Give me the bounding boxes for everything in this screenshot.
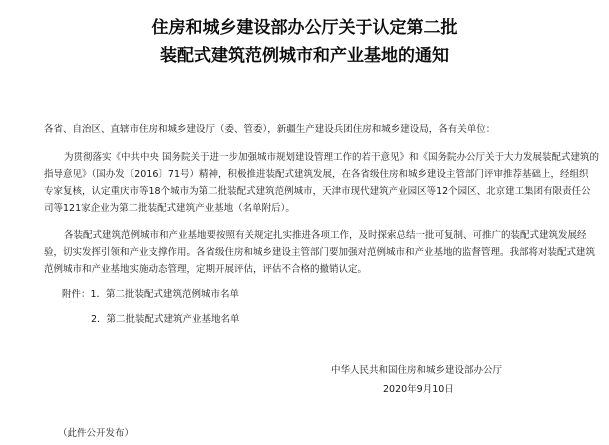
title-line-2: 装配式建筑范例城市和产业基地的通知 [160,46,449,66]
issuer: 中华人民共和国住房和城乡建设部办公厅 [331,365,503,376]
attachment-1: 附件：1．第二批装配式建筑范例城市名单 [62,289,240,300]
paragraph-1-line-1: 为贯彻落实《中共中央 国务院关于进一步加强城市规划建设管理工作的若干意见》和《国务院办公厅关于大力发展装配式建筑的 [64,152,600,163]
paragraph-2-line-1: 各装配式建筑范例城市和产业基地要按照有关规定扎实推进各项工作，及时探索总结一批可复制、可推广的装配式建筑发展经 [64,230,587,241]
paragraph-1-line-4: 司等121家企业为第二批装配式建筑产业基地（名单附后）。 [44,203,295,214]
issue-date: 2020年9月10日 [383,384,454,395]
attachment-2: 2．第二批装配式建筑产业基地名单 [91,314,240,325]
paragraph-1-line-3: 专家复核，认定重庆市等18个城市为第二批装配式建筑范例城市，天津市现代建筑产业园区等12个园区、北京建工集团有限责任公 [44,186,591,197]
paragraph-2-line-3: 范例城市和产业基地实施动态管理，定期开展评估，评估不合格的撤销认定。 [44,264,368,275]
publication-note: （此件公开发布） [58,428,135,439]
paragraph-1-line-2: 指导意见》（国办发〔2016〕71号）精神，积极推进装配式建筑发展，在各省级住房和城乡建设主管部门评审推荐基础上，经组织 [44,169,589,180]
salutation: 各省、自治区、直辖市住房和城乡建设厅（委、管委），新疆生产建设兵团住房和城乡建设局，各有关单位： [44,124,496,135]
paragraph-2-line-2: 验，切实发挥引领和产业支撑作用。各省级住房和城乡建设主管部门要加强对范例城市和产业基地的监督管理。我部将对装配式建筑 [44,247,596,258]
title-line-1: 住房和城乡建设部办公厅关于认定第二批 [151,18,458,38]
